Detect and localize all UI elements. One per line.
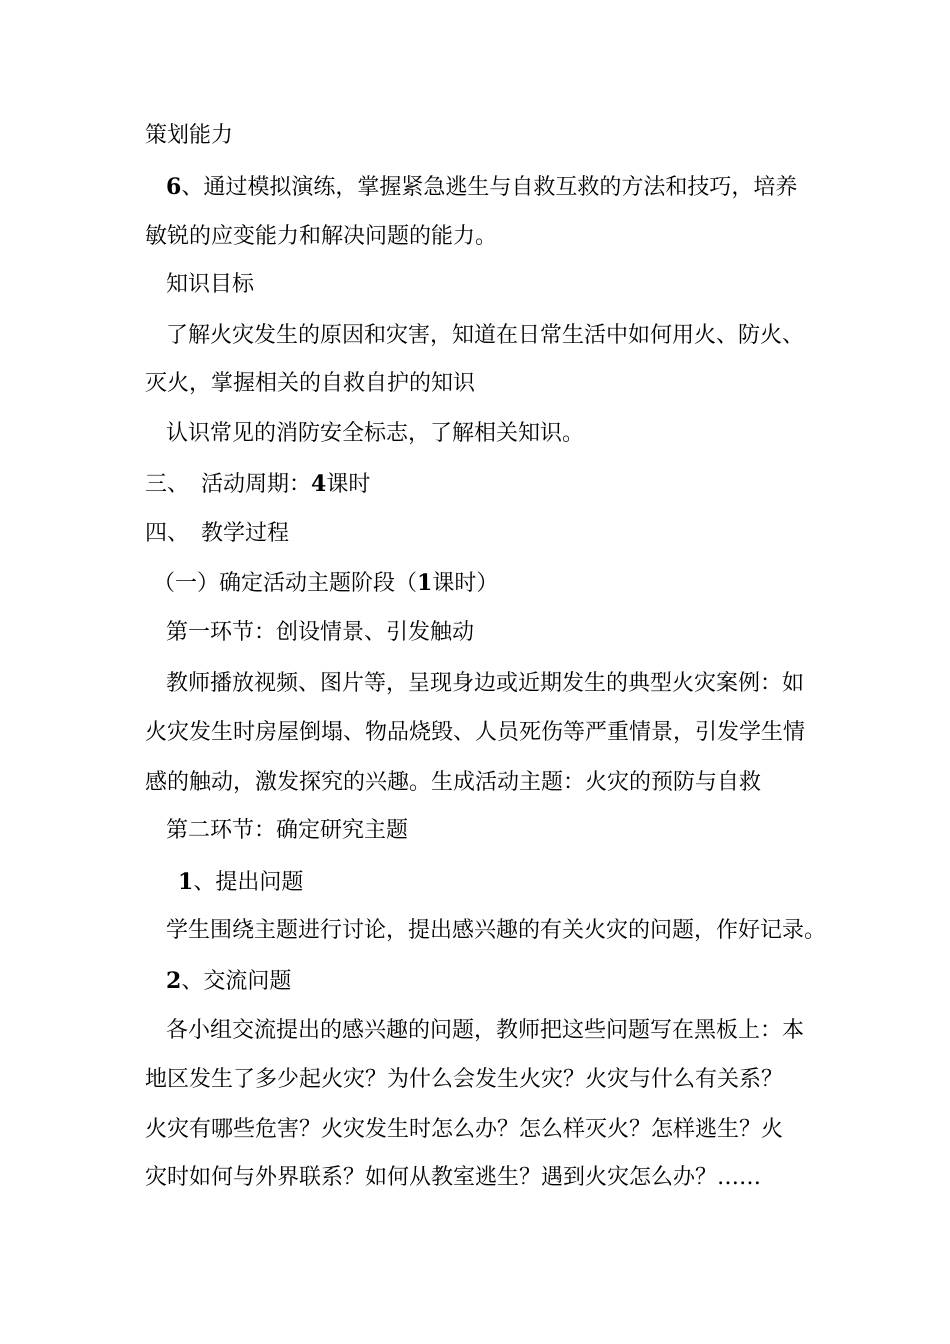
paragraph-line — [145, 768, 815, 798]
text: 课时） — [432, 571, 499, 596]
text: 地区发生了多少起火灾？为什么会发生火灾？火灾与什么有关系？ — [145, 1067, 784, 1092]
text: 、提出问题 — [193, 870, 304, 895]
text: 教师播放视频、图片等，呈现身边或近期发生的典型火灾案例：如 — [166, 671, 805, 696]
text: 了解火灾发生的原因和灾害，知道在日常生活中如何用火、防火、 — [166, 323, 805, 348]
item-number: 2 — [166, 968, 182, 994]
paragraph-line — [145, 369, 815, 399]
text: （一）确定活动主题阶段（ — [153, 571, 418, 596]
number: 4 — [311, 471, 327, 497]
paragraph-line — [166, 669, 836, 699]
text: 策划能力 — [145, 123, 234, 148]
text: 第一环节：创设情景、引发触动 — [166, 620, 475, 645]
paragraph-line — [145, 1115, 815, 1145]
item-number: 1 — [178, 869, 194, 895]
text: 课时 — [326, 472, 371, 497]
text: 灭火，掌握相关的自救自护的知识 — [145, 371, 476, 396]
text: 教学过程 — [201, 521, 290, 546]
list-item — [178, 867, 848, 898]
text: 第二环节：确定研究主题 — [166, 818, 409, 843]
text: 认识常见的消防安全标志，了解相关知识。 — [166, 421, 585, 446]
paragraph-line — [166, 419, 836, 449]
text: 感的触动，激发探究的兴趣。生成活动主题：火灾的预防与自救 — [145, 770, 762, 795]
item-number: 6 — [166, 174, 182, 200]
text: 学生围绕主题进行讨论，提出感兴趣的有关火灾的问题，作好记录。 — [166, 918, 827, 943]
paragraph-line — [166, 816, 836, 846]
paragraph-line — [145, 1065, 815, 1095]
text: 火灾有哪些危害？火灾发生时怎么办？怎么样灭火？怎样逃生？火 — [145, 1117, 784, 1142]
paragraph-line — [145, 222, 815, 252]
text: 灾时如何与外界联系？如何从教室逃生？遇到火灾怎么办？…… — [145, 1165, 762, 1190]
list-item — [166, 966, 836, 997]
text: 、交流问题 — [181, 969, 292, 994]
paragraph-line — [166, 618, 836, 648]
text: 敏锐的应变能力和解决问题的能力。 — [145, 224, 498, 249]
paragraph-line — [145, 121, 815, 151]
paragraph-line — [166, 172, 836, 203]
paragraph-line — [166, 916, 836, 946]
subsection-heading — [153, 568, 823, 599]
section-number: 四、 — [145, 521, 190, 546]
text: 、通过模拟演练，掌握紧急逃生与自救互救的方法和技巧，培养 — [181, 175, 798, 200]
section-number: 三、 — [145, 472, 190, 497]
paragraph-line — [145, 1163, 815, 1193]
text: 活动周期： — [201, 472, 312, 497]
section-heading — [145, 469, 815, 500]
text: 知识目标 — [166, 272, 255, 297]
paragraph-line — [145, 718, 815, 748]
section-heading — [145, 519, 815, 549]
paragraph-line — [166, 1016, 836, 1046]
number: 1 — [417, 570, 433, 596]
paragraph-line — [166, 321, 836, 351]
text: 火灾发生时房屋倒塌、物品烧毁、人员死伤等严重情景，引发学生情 — [145, 720, 806, 745]
text: 各小组交流提出的感兴趣的问题，教师把这些问题写在黑板上：本 — [166, 1018, 805, 1043]
section-heading — [166, 270, 836, 300]
